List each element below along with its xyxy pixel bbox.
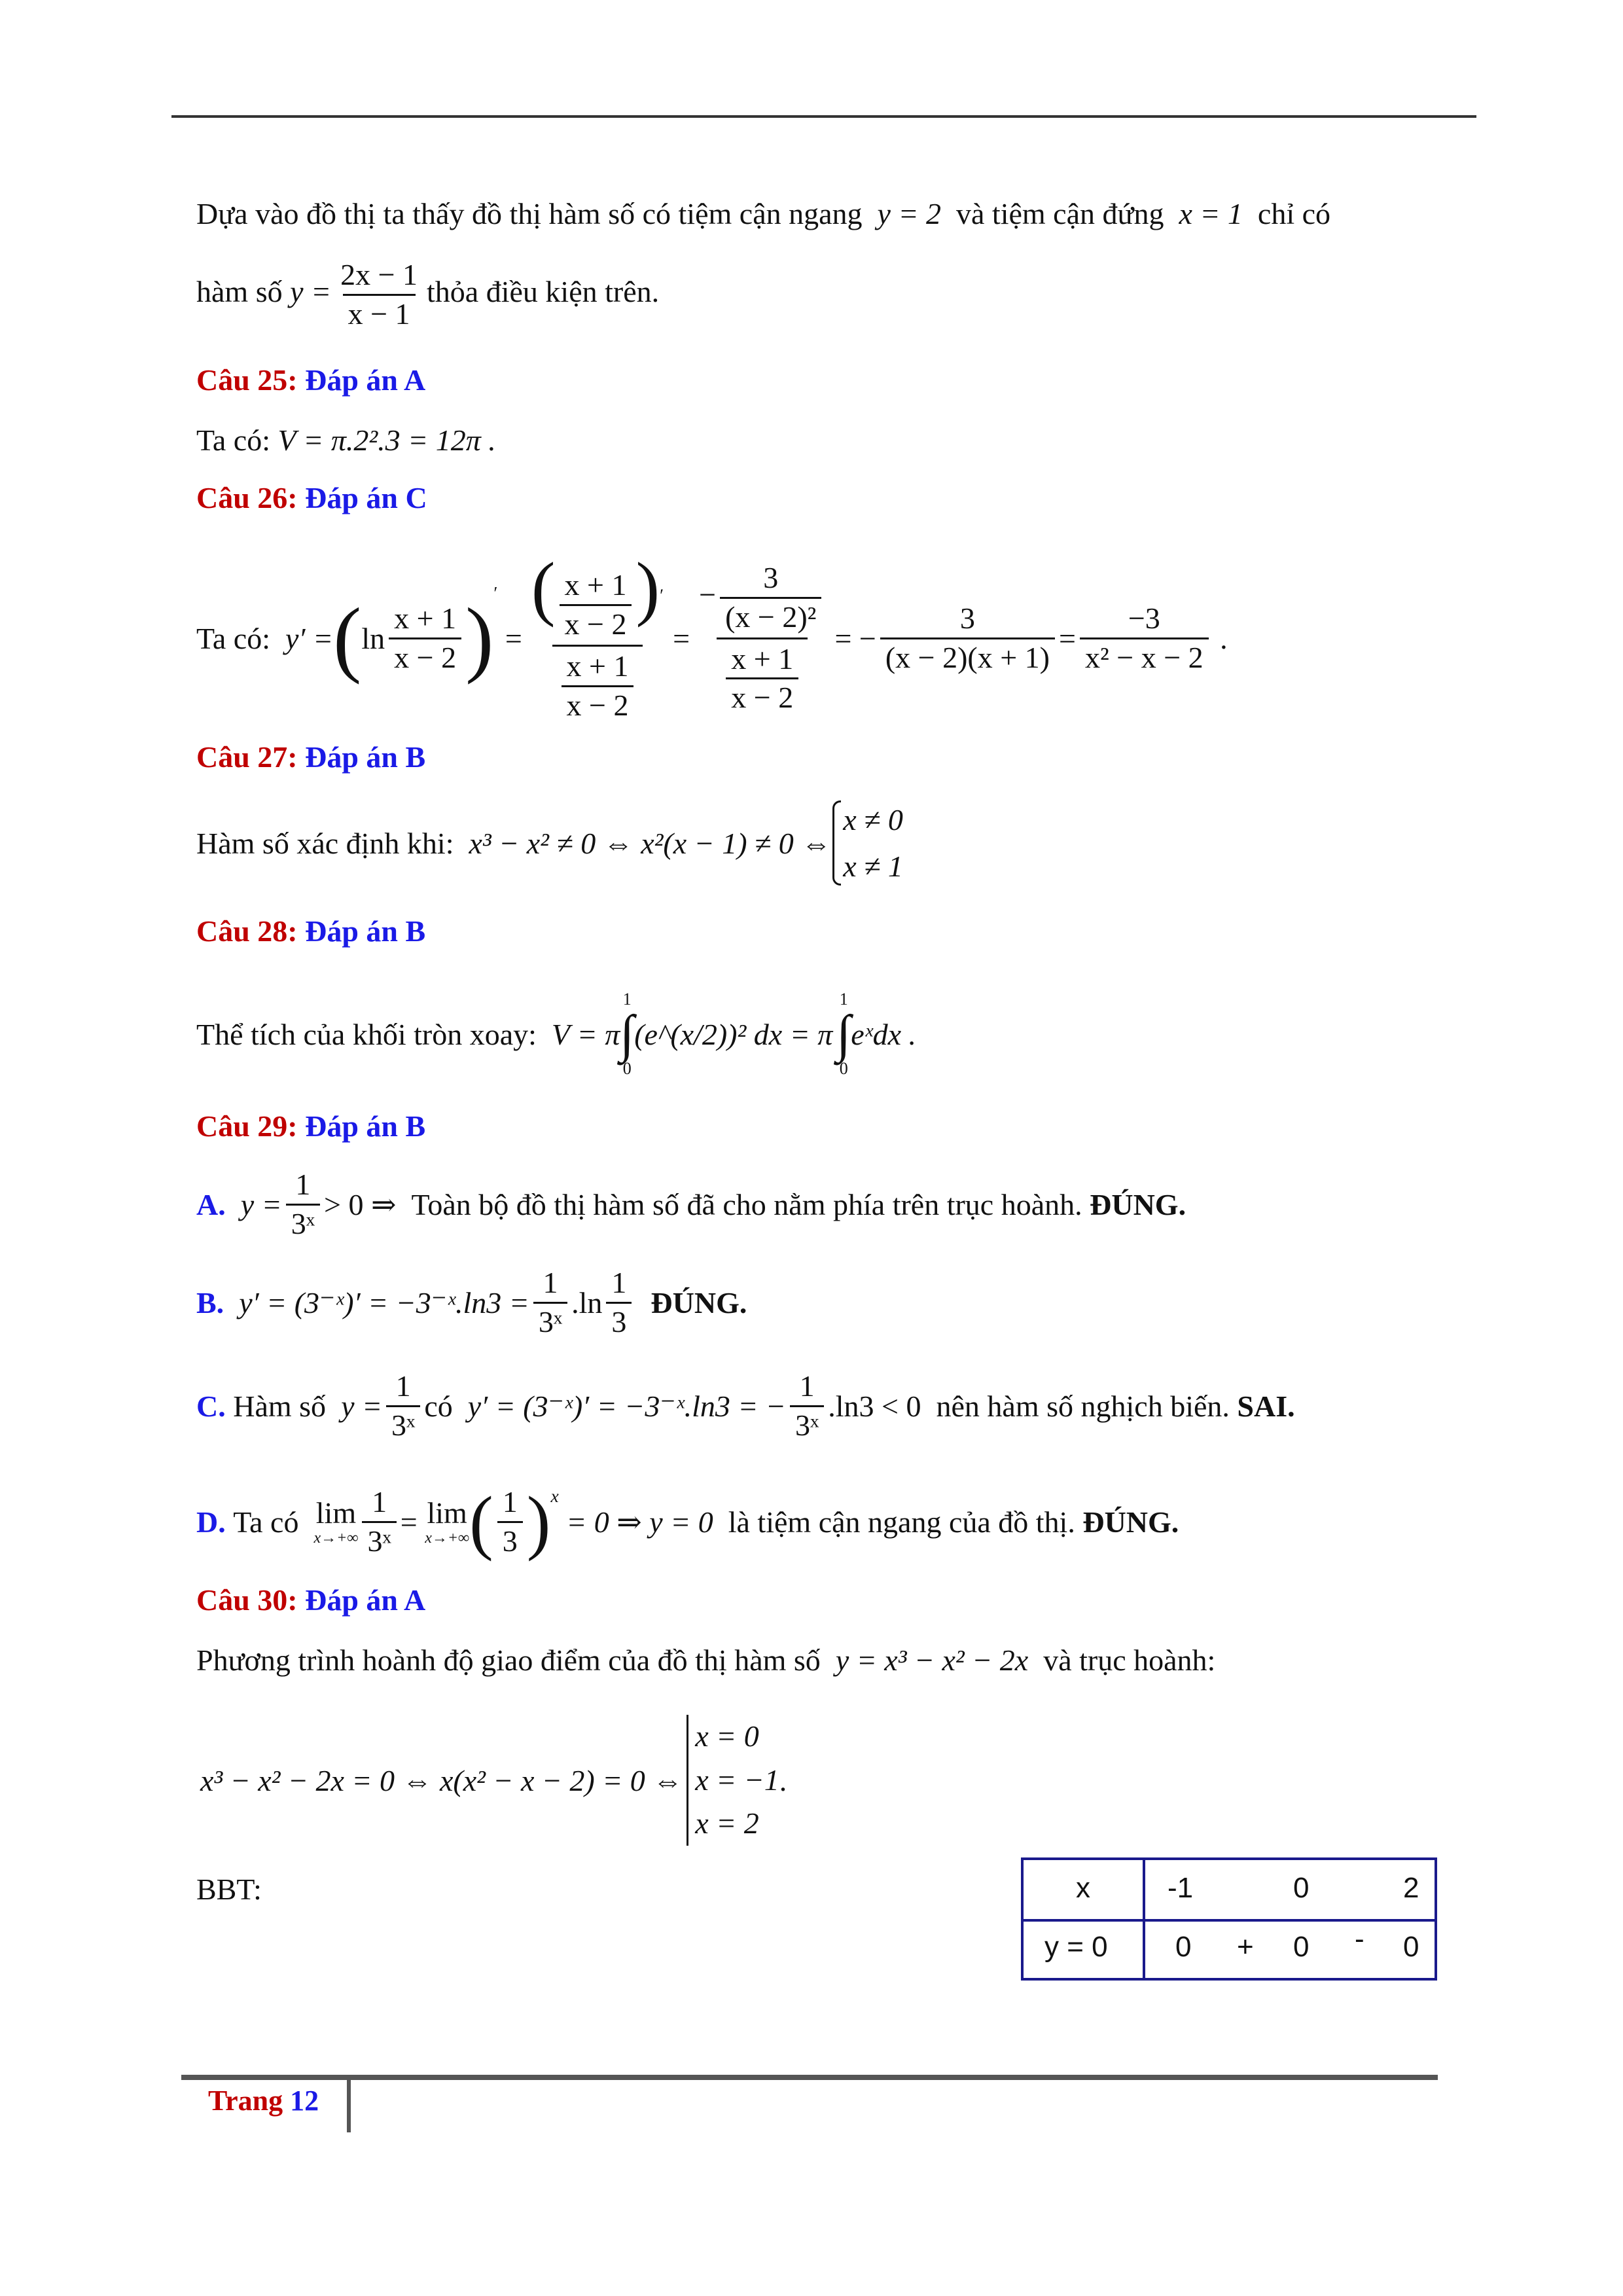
q28-solution: Thể tích của khối tròn xoay: V = π 1 ∫ 0 (e^(x/2))² dx = π 1 ∫ 0 eˣdx . [196,990,917,1078]
q26-frac-4: $\frac{-3}{\text{x² − x − 2}}$ [1080,600,1209,677]
q25-solution: Ta có: V = π.2².3 = 12π . [196,423,496,457]
sign-table [1021,1857,1437,1981]
q29-option-b: B. y′ = (3⁻ˣ)′ = −3⁻ˣ.ln3 = $\frac{1}{\text{3ˣ}}$ .ln $\frac{1}{3}$ ĐÚNG. [196,1263,747,1342]
intro-line-1: Dựa vào đồ thị ta thấy đồ thị hàm số có tiệm cận ngang y = 2 và tiệm cận đứng x = 1 chỉ có [196,197,1331,230]
q30-heading: Câu 30: Đáp án A [196,1583,426,1617]
page-number: Trang 12 [208,2085,319,2117]
q26-frac-1: ( $\frac{x + 1}{x - 2}$ )′ $\frac{x + 1}{x - 2}$ [526,550,669,726]
intro-line-2: hàm số y = $\frac{2x - 1}{x - 1}$ thỏa điều kiện trên. [196,257,659,333]
intro-fraction: $\frac{2x - 1}{x - 1}$ [335,257,423,333]
q30-roots: x = 0 x = −1 x = 2 [687,1715,779,1846]
q26-solution: Ta có: y′ = ( ln $\frac{x + 1}{x - 2}$ ) ′ = ( $\frac{x + 1}{x - 2}$ )′ $\frac{x + 1}{x - 2}$ = − $\frac{3}{\text{(x − 2)²}}$ $\frac{x + 1}{x - 2}$ = − $\frac{3}{(x - 2)(x + 1)}$ = $\frac{-3}{\text{x² − x − 2}}$ . [196,543,1228,733]
bbt-label: BBT: [196,1873,262,1906]
q28-heading: Câu 28: Đáp án B [196,914,426,948]
q26-frac-3: $\frac{3}{(x - 2)(x + 1)}$ [880,600,1055,677]
q26-heading: Câu 26: Đáp án C [196,481,427,514]
q29-option-a: A. y = $\frac{1}{\text{3ˣ}}$ > 0 ⇒ Toàn bộ đồ thị hàm số đã cho nằm phía trên trục hoành. ĐÚNG. [196,1165,1186,1244]
sign-table-value-row: y = 0 0 + 0 - 0 [1044,1923,1419,1963]
q27-solution: Hàm số xác định khi: x³ − x² ≠ 0 ⇔ x²(x − 1) ≠ 0 ⇔ x ≠ 0 x ≠ 1 [196,797,903,889]
header-rule [171,115,1476,118]
q25-heading: Câu 25: Đáp án A [196,363,426,397]
sign-table-header-row: x -1 0 2 [1024,1860,1435,1922]
q29-option-c: C. Hàm số y = $\frac{1}{\text{3ˣ}}$ có y′ = (3⁻ˣ)′ = −3⁻ˣ.ln3 = − $\frac{1}{\text{3ˣ}}$ .ln3 < 0 nên hàm số nghịch biến. SAI. [196,1367,1295,1445]
q26-frac-2: − $\frac{3}{\text{(x − 2)²}}$ $\frac{x + 1}{x - 2}$ [694,558,830,719]
q29-heading: Câu 29: Đáp án B [196,1109,426,1143]
q29-option-d: D. Ta có lim x→+∞ $\frac{1}{\text{3ˣ}}$ = lim x→+∞ ( $\frac{1}{3}$ ) $^x$ = 0 ⇒ y = 0 là tiệm cận ngang của đồ thị. ĐÚNG. [196,1482,1179,1562]
q27-heading: Câu 27: Đáp án B [196,740,426,774]
q30-equation: x³ − x² − 2x = 0 ⇔ x(x² − x − 2) = 0 ⇔ x = 0 x = −1 x = 2 . [200,1708,787,1852]
q30-intro: Phương trình hoành độ giao điểm của đồ thị hàm số y = x³ − x² − 2x và trục hoành: [196,1643,1216,1677]
footer-bar [347,2075,351,2132]
q27-conditions: x ≠ 0 x ≠ 1 [831,797,903,890]
sign-table-divider [1143,1860,1145,1978]
footer-rule [181,2075,1438,2080]
